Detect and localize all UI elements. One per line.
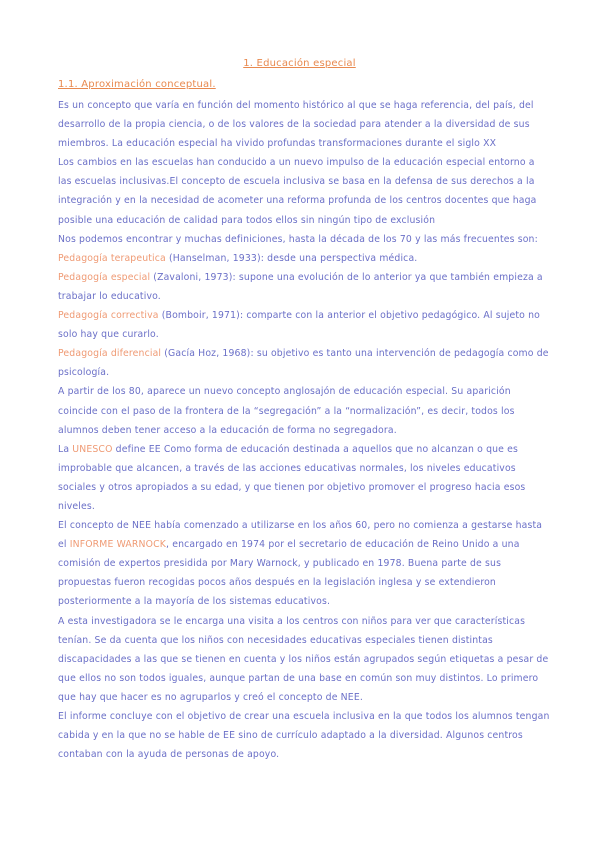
definition-item [58, 268, 550, 306]
paragraph [58, 612, 550, 707]
definition-item [58, 306, 550, 344]
definition-text: (Bomboir, 1971): comparte con la anterior el objetivo pedagógico. Al sujeto no solo hay que curarlo. [58, 310, 540, 341]
definition-term: Pedagogía especial [58, 271, 151, 283]
paragraph-text: Es un concepto que varía en función del momento histórico al que se haga referencia, del país, del desarrollo de la propia ciencia, o de los valores de la sociedad para atender a la diversidad de sus miembros. La educación especial ha vivido profundas transformaciones durante el siglo XX [58, 100, 534, 150]
definition-item [58, 249, 550, 268]
definition-text: (Zavaloni, 1973): supone una evolución de lo anterior ya que también empieza a trabajar lo educativo. [58, 271, 543, 302]
paragraph-text: Los cambios en las escuelas han conducido a un nuevo impulso de la educación especial entorno a las escuelas inclusivas.El concepto de escuela inclusiva se basa en la defensa de sus derechos a la integración y en la necesidad de acometer una reforma profunda de los centros docentes que haga posible una educación de calidad para todos ellos sin ningún tipo de exclusión [58, 157, 537, 226]
paragraph [58, 707, 550, 764]
paragraph-text: , encargado en 1974 por el secretario de educación de Reino Unido a una comisión de expertos presidida por Mary Warnock, y publicado en 1978. Buena parte de sus propuestas fueron recogidas pocos años después en la legislación inglesa y se extendieron posteriormente a la mayoría de los sistemas educativos. [58, 539, 520, 608]
definition-term: Pedagogía correctiva [58, 310, 159, 322]
paragraph-text: Nos podemos encontrar y muchas definiciones, hasta la década de los 70 y las más frecuentes son: [58, 233, 538, 245]
page-title: 1. Educación especial [243, 58, 356, 69]
definition-term: Pedagogía terapeutica [58, 252, 166, 264]
paragraph [58, 440, 550, 516]
body-text [58, 96, 550, 764]
paragraph-text: El concepto de NEE había comenzado a utilizarse en los años 60, pero no comienza a gestarse hasta el [58, 520, 543, 551]
definition-text: (Hanselman, 1933): desde una perspectiva médica. [165, 252, 418, 264]
highlight-term: INFORME WARNOCK [69, 539, 167, 551]
paragraph [58, 96, 550, 153]
paragraph [58, 230, 550, 249]
paragraph-text: A esta investigadora se le encarga una visita a los centros con niños para ver que características tenían. Se da cuenta que los niños con necesidades educativas especiales tienen distintas discapacidades a las que se tienen en cuenta y los niños están agrupados según etiquetas a pesar de que ellos no son todos iguales, aunque partan de una base en común son muy distintos. Lo primero que hay que hacer es no agruparlos y creó el concepto de NEE. [58, 615, 549, 703]
definition-item [58, 344, 550, 382]
paragraph-text: La [58, 443, 73, 455]
definition-text: (Gacía Hoz, 1968): su objetivo es tanto una intervención de pedagogía como de psicología. [58, 348, 549, 379]
section-subtitle: 1.1. Aproximación conceptual. [58, 79, 216, 90]
paragraph [58, 516, 550, 611]
definition-term: Pedagogía diferencial [58, 348, 162, 360]
highlight-term: UNESCO [72, 443, 113, 455]
paragraph-text: define EE Como forma de educación destinada a aquellos que no alcanzan o que es improbable que alcancen, a través de las acciones educativas normales, los niveles educativos sociales y otros apropiados a su edad, y que tienen por objetivo promover el progreso hacia esos niveles. [58, 443, 526, 512]
paragraph-text: El informe concluye con el objetivo de crear una escuela inclusiva en la que todos los alumnos tengan cabida y en la que no se hable de EE sino de currículo adaptado a la diversidad. Algunos centros contaban con la ayuda de personas de apoyo. [58, 711, 550, 761]
paragraph [58, 153, 550, 229]
paragraph [58, 382, 550, 439]
paragraph-text: A partir de los 80, aparece un nuevo concepto anglosajón de educación especial. Su aparición coincide con el paso de la frontera de la “segregación” a la “normalización”, es decir, todos los alumnos deben tener acceso a la educación de forma no segregadora. [58, 386, 515, 436]
